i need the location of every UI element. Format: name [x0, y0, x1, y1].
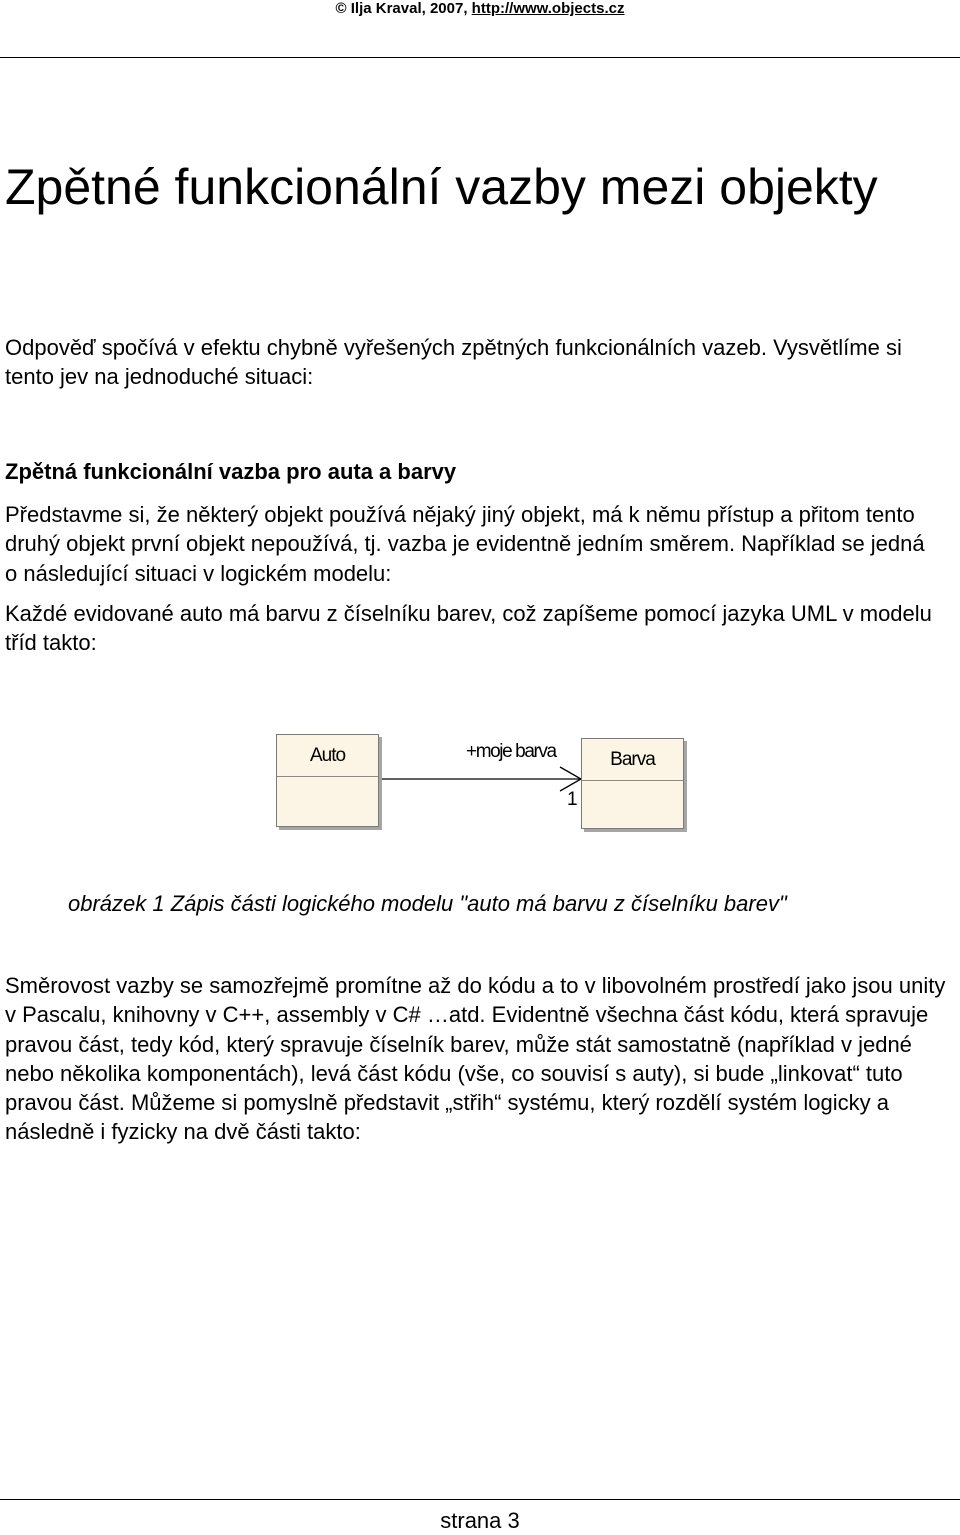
- header-copyright: © Ilja Kraval, 2007,: [335, 0, 472, 17]
- class-body-auto: [277, 777, 378, 826]
- page-number: strana 3: [440, 1508, 520, 1533]
- header-rule: [0, 57, 960, 58]
- class-body-barva: [582, 781, 683, 828]
- body-paragraph-1: Představme si, že některý objekt používá nějaký jiný objekt, má k němu přístup a přitom tento druhý objekt první objekt nepoužívá, tj. vazba je evidentně jedním směrem. Například se jedná o následující situaci v logickém modelu:: [5, 502, 925, 586]
- page-title: Zpětné funkcionální vazby mezi objekty: [5, 159, 878, 215]
- footer-rule: [0, 1499, 960, 1500]
- intro-paragraph: Odpověď spočívá v efektu chybně vyřešených zpětných funkcionálních vazeb. Vysvětlíme si tento jev na jednoduché situaci:: [5, 335, 902, 390]
- section-heading: Zpětná funkcionální vazba pro auta a barvy: [5, 459, 457, 484]
- class-box-barva: [581, 738, 684, 829]
- body-paragraph-3: Směrovost vazby se samozřejmě promítne až do kódu a to v libovolném prostředí jako jsou unity v Pascalu, knihovny v C++, assembly v C# …atd. Evidentně všechna část kódu, která spravuje pravou část, tedy kód, který spravuje číselník barev, může stát samostatně (například v jedné nebo několika komponentách), levá část kódu (vše, co souvisí s auty), si bude „linkovat“ tuto pravou část. Můžeme si pomyslně představit „střih“ systému, který rozdělí systém logicky a následně i fyzicky na dvě části takto:: [5, 973, 946, 1145]
- page-header: [0, 0, 960, 18]
- association-multiplicity: 1: [567, 789, 578, 810]
- association-role-label: +moje barva: [466, 741, 556, 762]
- header-link[interactable]: http://www.objects.cz: [471, 0, 625, 17]
- class-name-auto: Auto: [277, 735, 378, 777]
- class-box-auto: [276, 734, 379, 827]
- class-name-barva: Barva: [582, 739, 683, 781]
- body-paragraph-2: Každé evidované auto má barvu z číselníku barev, což zapíšeme pomocí jazyka UML v modelu tříd takto:: [5, 601, 932, 656]
- uml-class-diagram: [260, 722, 700, 842]
- figure-caption: obrázek 1 Zápis části logického modelu "auto má barvu z číselníku barev": [68, 891, 787, 916]
